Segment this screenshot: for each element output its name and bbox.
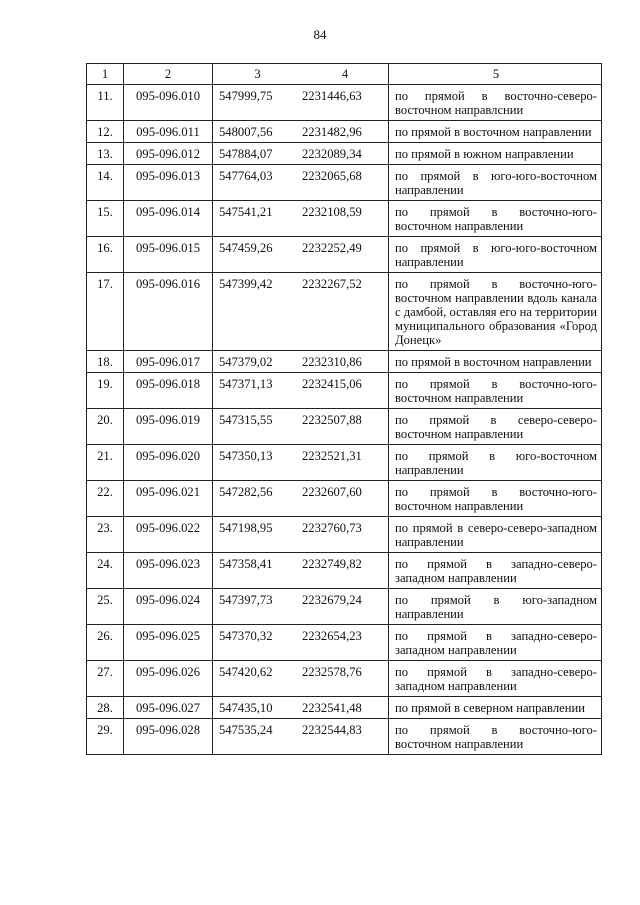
direction-description: по прямой в западно-северо-западном направлении xyxy=(389,625,602,661)
coord-x: 547315,55 xyxy=(213,409,297,445)
coord-y: 2232108,59 xyxy=(296,201,389,237)
page-number: 84 xyxy=(313,27,327,42)
direction-description: по прямой в восточно-юго-восточном направлении вдоль канала с дамбой, оставляя его на территории муниципального образования «Город Донецк» xyxy=(389,273,602,351)
coord-y: 2232544,83 xyxy=(296,719,389,755)
coord-y: 2231446,63 xyxy=(296,85,389,121)
header-col-4: 4 xyxy=(296,64,389,85)
table-row xyxy=(87,121,602,143)
point-code: 095-096.018 xyxy=(124,373,213,409)
point-code: 095-096.026 xyxy=(124,661,213,697)
boundary-points-table xyxy=(86,63,602,755)
coord-y: 2232679,24 xyxy=(296,589,389,625)
coord-x: 547884,07 xyxy=(213,143,297,165)
point-code: 095-096.028 xyxy=(124,719,213,755)
row-number: 27. xyxy=(87,661,124,697)
row-number: 19. xyxy=(87,373,124,409)
direction-description: по прямой в юго-восточном направлении xyxy=(389,445,602,481)
coord-x: 547397,73 xyxy=(213,589,297,625)
direction-description: по прямой в северо-северо-восточном направлении xyxy=(389,409,602,445)
direction-description: по прямой в восточном направлении xyxy=(389,121,602,143)
table-row xyxy=(87,553,602,589)
coord-x: 547541,21 xyxy=(213,201,297,237)
point-code: 095-096.017 xyxy=(124,351,213,373)
coord-x: 547358,41 xyxy=(213,553,297,589)
point-code: 095-096.015 xyxy=(124,237,213,273)
coord-x: 547350,13 xyxy=(213,445,297,481)
table-row xyxy=(87,481,602,517)
direction-description: по прямой в восточно-юго-восточном направлении xyxy=(389,481,602,517)
point-code: 095-096.014 xyxy=(124,201,213,237)
coord-x: 547282,56 xyxy=(213,481,297,517)
table-row xyxy=(87,85,602,121)
coord-y: 2232252,49 xyxy=(296,237,389,273)
point-code: 095-096.010 xyxy=(124,85,213,121)
coord-y: 2232267,52 xyxy=(296,273,389,351)
direction-description: по прямой в западно-северо-западном направлении xyxy=(389,661,602,697)
row-number: 26. xyxy=(87,625,124,661)
coord-y: 2232760,73 xyxy=(296,517,389,553)
direction-description: по прямой в восточно-юго-восточном направлении xyxy=(389,719,602,755)
point-code: 095-096.024 xyxy=(124,589,213,625)
coord-y: 2232521,31 xyxy=(296,445,389,481)
table-row xyxy=(87,697,602,719)
header-col-1: 1 xyxy=(87,64,124,85)
row-number: 12. xyxy=(87,121,124,143)
coord-x: 548007,56 xyxy=(213,121,297,143)
row-number: 21. xyxy=(87,445,124,481)
coord-x: 547198,95 xyxy=(213,517,297,553)
coord-x: 547399,42 xyxy=(213,273,297,351)
point-code: 095-096.019 xyxy=(124,409,213,445)
row-number: 20. xyxy=(87,409,124,445)
direction-description: по прямой в восточном направлении xyxy=(389,351,602,373)
row-number: 28. xyxy=(87,697,124,719)
table-row xyxy=(87,165,602,201)
direction-description: по прямой в юго-юго-восточном направлении xyxy=(389,165,602,201)
table-row xyxy=(87,445,602,481)
row-number: 15. xyxy=(87,201,124,237)
point-code: 095-096.023 xyxy=(124,553,213,589)
direction-description: по прямой в юго-юго-восточном направлении xyxy=(389,237,602,273)
table-row xyxy=(87,625,602,661)
point-code: 095-096.027 xyxy=(124,697,213,719)
coord-y: 2232578,76 xyxy=(296,661,389,697)
coord-y: 2232310,86 xyxy=(296,351,389,373)
row-number: 24. xyxy=(87,553,124,589)
row-number: 17. xyxy=(87,273,124,351)
header-col-5: 5 xyxy=(389,64,602,85)
point-code: 095-096.016 xyxy=(124,273,213,351)
coord-y: 2232507,88 xyxy=(296,409,389,445)
coord-x: 547459,26 xyxy=(213,237,297,273)
table-row xyxy=(87,273,602,351)
coord-x: 547435,10 xyxy=(213,697,297,719)
point-code: 095-096.021 xyxy=(124,481,213,517)
coord-y: 2231482,96 xyxy=(296,121,389,143)
coord-x: 547420,62 xyxy=(213,661,297,697)
row-number: 14. xyxy=(87,165,124,201)
coord-y: 2232541,48 xyxy=(296,697,389,719)
point-code: 095-096.012 xyxy=(124,143,213,165)
coord-x: 547371,13 xyxy=(213,373,297,409)
row-number: 22. xyxy=(87,481,124,517)
coord-x: 547999,75 xyxy=(213,85,297,121)
coord-x: 547370,32 xyxy=(213,625,297,661)
direction-description: по прямой в северо-северо-западном направлении xyxy=(389,517,602,553)
table-row xyxy=(87,373,602,409)
row-number: 16. xyxy=(87,237,124,273)
point-code: 095-096.013 xyxy=(124,165,213,201)
row-number: 23. xyxy=(87,517,124,553)
table-row xyxy=(87,351,602,373)
coord-y: 2232749,82 xyxy=(296,553,389,589)
point-code: 095-096.020 xyxy=(124,445,213,481)
coord-x: 547379,02 xyxy=(213,351,297,373)
row-number: 13. xyxy=(87,143,124,165)
row-number: 11. xyxy=(87,85,124,121)
coord-x: 547764,03 xyxy=(213,165,297,201)
table-row xyxy=(87,237,602,273)
point-code: 095-096.011 xyxy=(124,121,213,143)
coord-y: 2232654,23 xyxy=(296,625,389,661)
table-row xyxy=(87,517,602,553)
point-code: 095-096.025 xyxy=(124,625,213,661)
table-row xyxy=(87,409,602,445)
direction-description: по прямой в южном направлении xyxy=(389,143,602,165)
header-col-3: 3 xyxy=(213,64,297,85)
direction-description: по прямой в восточно-северо-восточном направлснии xyxy=(389,85,602,121)
table-header-row xyxy=(87,64,602,85)
table-row xyxy=(87,201,602,237)
direction-description: по прямой в северном направлении xyxy=(389,697,602,719)
point-code: 095-096.022 xyxy=(124,517,213,553)
row-number: 18. xyxy=(87,351,124,373)
coord-y: 2232065,68 xyxy=(296,165,389,201)
header-col-2: 2 xyxy=(124,64,213,85)
direction-description: по прямой в юго-западном направлении xyxy=(389,589,602,625)
coord-x: 547535,24 xyxy=(213,719,297,755)
table-row xyxy=(87,661,602,697)
direction-description: по прямой в западно-северо-западном направлении xyxy=(389,553,602,589)
coord-y: 2232607,60 xyxy=(296,481,389,517)
table-row xyxy=(87,589,602,625)
row-number: 29. xyxy=(87,719,124,755)
coord-y: 2232415,06 xyxy=(296,373,389,409)
table-row xyxy=(87,719,602,755)
direction-description: по прямой в восточно-юго-восточном направлении xyxy=(389,373,602,409)
table-row xyxy=(87,143,602,165)
row-number: 25. xyxy=(87,589,124,625)
direction-description: по прямой в восточно-юго-восточном направлении xyxy=(389,201,602,237)
coord-y: 2232089,34 xyxy=(296,143,389,165)
